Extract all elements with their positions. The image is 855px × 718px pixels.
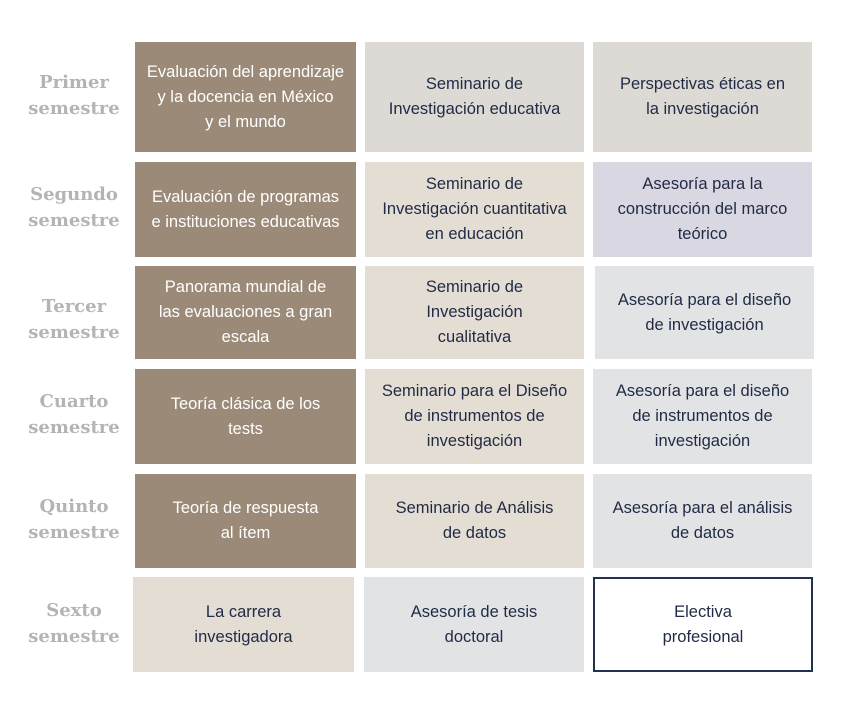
course-cell (593, 162, 812, 257)
row-label-text: Segundo semestre (28, 184, 120, 231)
course-cell (593, 369, 812, 464)
course-name: Asesoría para el diseño de instrumentos de investigación (615, 382, 790, 450)
course-cell (135, 42, 356, 152)
course-cell (135, 474, 356, 568)
course-cell (135, 162, 356, 257)
course-name: Asesoría de tesis doctoral (410, 602, 538, 646)
course-name: Teoría de respuesta al ítem (172, 499, 319, 542)
course-cell (135, 369, 356, 464)
course-name: Teoría clásica de los tests (170, 394, 321, 438)
row-label-tercer (14, 294, 134, 346)
course-name: Electiva profesional (662, 602, 744, 646)
course-cell (133, 577, 354, 672)
course-name: La carrera investigadora (194, 602, 293, 646)
course-name: Seminario de Investigación educativa (388, 75, 561, 118)
course-cell (364, 577, 584, 672)
course-name: Panorama mundial de las evaluaciones a gran escala (158, 278, 333, 346)
course-name: Evaluación de programas e instituciones educativas (151, 187, 340, 231)
row-label-text: Tercer semestre (28, 296, 120, 343)
row-label-text: Primer semestre (28, 72, 120, 119)
course-cell (365, 369, 584, 464)
row-label-quinto (14, 494, 134, 546)
course-name: Asesoría para el diseño de investigación (617, 290, 792, 334)
row-label-text: Cuarto semestre (28, 391, 120, 438)
course-name: Seminario para el Diseño de instrumentos de investigación (381, 382, 568, 450)
course-cell (365, 266, 584, 359)
course-cell (365, 162, 584, 257)
course-cell (593, 474, 812, 568)
course-cell (365, 474, 584, 568)
row-label-sexto (14, 598, 134, 650)
row-label-text: Quinto semestre (28, 496, 120, 543)
course-name: Seminario de Análisis de datos (395, 499, 554, 542)
row-label-segundo (14, 182, 134, 234)
course-cell (593, 42, 812, 152)
course-name: Seminario de Investigación cualitativa (425, 278, 524, 346)
course-name: Asesoría para el análisis de datos (612, 499, 793, 542)
course-name: Evaluación del aprendizaje y la docencia en México y el mundo (146, 62, 345, 131)
course-cell (595, 266, 814, 359)
course-cell (365, 42, 584, 152)
course-name: Seminario de Investigación cuantitativa en educación (382, 175, 567, 243)
row-label-cuarto (14, 389, 134, 441)
course-name: Perspectivas éticas en la investigación (619, 75, 786, 118)
row-label-text: Sexto semestre (28, 600, 120, 647)
course-name: Asesoría para la construcción del marco teórico (617, 175, 788, 243)
course-cell-elective (593, 577, 813, 672)
row-label-primer (14, 70, 134, 122)
course-cell (135, 266, 356, 359)
